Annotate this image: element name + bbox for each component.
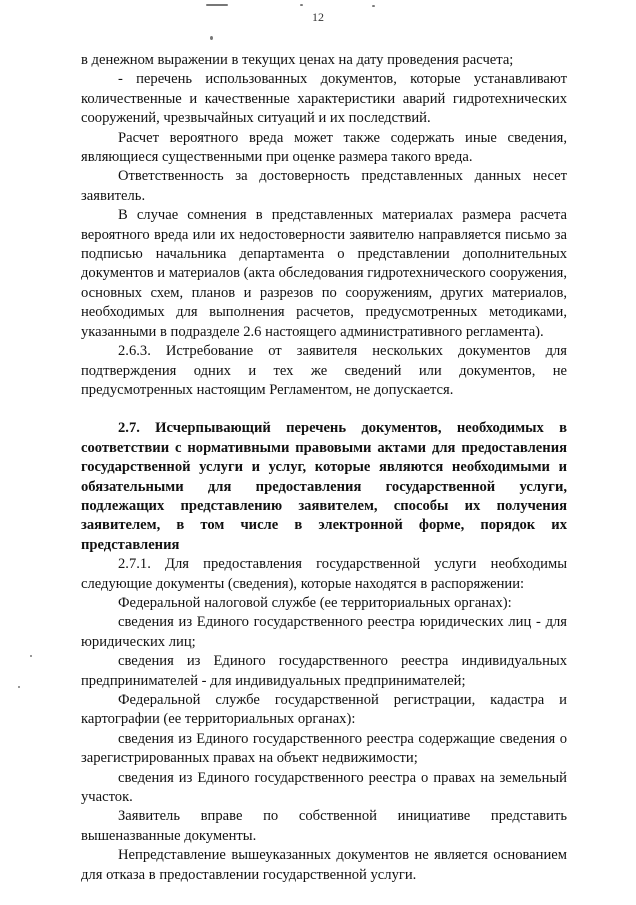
paragraph: Заявитель вправе по собственной инициативе представить вышеназванные документы. (81, 808, 567, 844)
paragraph: Непредставление вышеуказанных документов не является основанием для отказа в предоставлении государственной услуги. (81, 847, 567, 883)
paragraph: 2.6.3. Истребование от заявителя нескольких документов для подтверждения одних и тех же сведений или документов, не предусмотренных настоящим Регламентом, не допускается. (81, 343, 567, 398)
paragraph: - перечень использованных документов, которые устанавливают количественные и качественные характеристики аварий гидротехнических сооружений, чрезвычайных ситуаций и их последствий. (81, 71, 567, 127)
paragraph: В случае сомнения в представленных материалах размера расчета вероятного вреда или их недостоверности заявителю направляется письмо за подписью начальника департамента о представлении дополнительных документов и материалов (акта обследования гидротехнического сооружения, основных схем, планов и разрезов по сооружениям, других материалов, необходимых для выполнения расчетов, предусмотренных методиками, указанными в подразделе 2.6 настоящего административного регламента). (81, 207, 567, 340)
paragraph: в денежном выражении в текущих ценах на дату проведения расчета; (81, 52, 514, 68)
paragraph: Расчет вероятного вреда может также содержать иные сведения, являющиеся существенными при оценке размера такого вреда. (81, 129, 567, 166)
paragraph: Ответственность за достоверность представленных данных несет заявитель. (81, 168, 567, 204)
scan-artifact (18, 686, 20, 688)
scan-artifact (372, 5, 375, 7)
scan-artifact (210, 36, 213, 40)
paragraph: 2.7.1. Для предоставления государственной услуги необходимы следующие документы (сведения), которые находятся в распоряжении: (81, 556, 567, 592)
paragraph: сведения из Единого государственного реестра о правах на земельный участок. (81, 769, 567, 806)
paragraph: Федеральной службе государственной регистрации, кадастра и картографии (ее территориальных органах): (81, 692, 567, 728)
paragraph: сведения из Единого государственного реестра индивидуальных предпринимателей - для индивидуальных предпринимателей; (81, 653, 567, 689)
paragraph: Федеральной налоговой службе (ее территориальных органах): (118, 594, 512, 611)
page-number: 12 (312, 10, 324, 24)
scan-artifact (206, 4, 228, 6)
scan-artifact (30, 655, 32, 657)
scan-artifact (300, 4, 303, 6)
paragraph: сведения из Единого государственного реестра юридических лиц - для юридических лиц; (81, 614, 567, 650)
paragraph: сведения из Единого государственного реестра содержащие сведения о зарегистрированных правах на объект недвижимости; (81, 730, 567, 767)
paragraph-gap (81, 400, 567, 419)
document-body (81, 51, 567, 885)
section-heading: 2.7. Исчерпывающий перечень документов, необходимых в соответствии с нормативными правовыми актами для предоставления государственной услуги и услуг, которые являются необходимыми и обязательными для предоставления государственной услуги, подлежащих представлению заявителем, способы их получения заявителем, в том числе в электронной форме, порядок их представления (81, 420, 567, 553)
